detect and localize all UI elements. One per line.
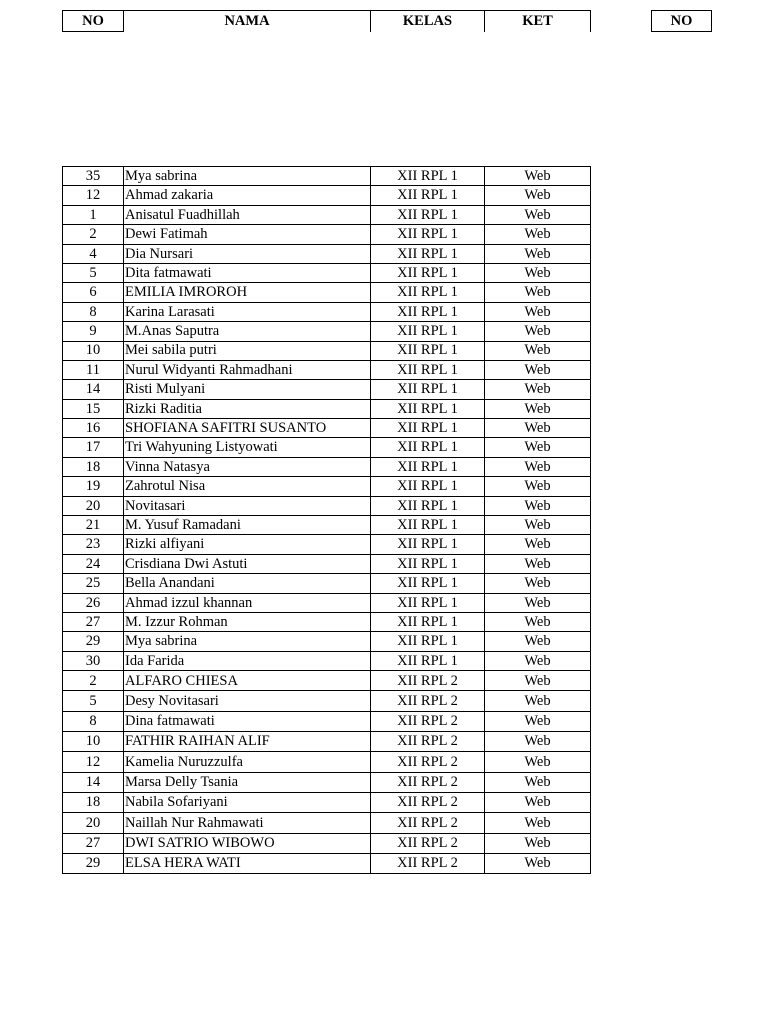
- cell-nama: Dina fatmawati: [124, 711, 371, 731]
- header-ket: KET: [485, 11, 591, 32]
- table-row: [63, 341, 591, 360]
- cell-no: 9: [63, 322, 124, 341]
- cell-nama: Naillah Nur Rahmawati: [124, 813, 371, 833]
- cell-kelas: XII RPL 2: [371, 772, 485, 792]
- cell-ket: Web: [485, 711, 591, 731]
- cell-kelas: XII RPL 1: [371, 225, 485, 244]
- cell-ket: Web: [485, 341, 591, 360]
- cell-nama: Rizki alfiyani: [124, 535, 371, 554]
- cell-kelas: XII RPL 1: [371, 535, 485, 554]
- cell-no: 8: [63, 302, 124, 321]
- table-row: [63, 612, 591, 631]
- table-row: [63, 792, 591, 812]
- cell-kelas: XII RPL 1: [371, 632, 485, 651]
- cell-nama: Mei sabila putri: [124, 341, 371, 360]
- cell-kelas: XII RPL 1: [371, 593, 485, 612]
- table-row: [63, 593, 591, 612]
- cell-ket: Web: [485, 283, 591, 302]
- cell-kelas: XII RPL 1: [371, 574, 485, 593]
- cell-no: 27: [63, 612, 124, 631]
- cell-ket: Web: [485, 186, 591, 205]
- cell-no: 18: [63, 457, 124, 476]
- cell-kelas: XII RPL 1: [371, 360, 485, 379]
- cell-no: 17: [63, 438, 124, 457]
- cell-ket: Web: [485, 752, 591, 772]
- cell-no: 18: [63, 792, 124, 812]
- cell-no: 15: [63, 399, 124, 418]
- cell-nama: ALFARO CHIESA: [124, 671, 371, 691]
- cell-kelas: XII RPL 1: [371, 263, 485, 282]
- cell-kelas: XII RPL 1: [371, 186, 485, 205]
- cell-ket: Web: [485, 477, 591, 496]
- cell-ket: Web: [485, 612, 591, 631]
- table-row: [63, 477, 591, 496]
- cell-nama: Zahrotul Nisa: [124, 477, 371, 496]
- cell-kelas: XII RPL 2: [371, 732, 485, 752]
- cell-kelas: XII RPL 1: [371, 438, 485, 457]
- cell-no: 4: [63, 244, 124, 263]
- table-row: [63, 438, 591, 457]
- cell-kelas: XII RPL 1: [371, 380, 485, 399]
- cell-kelas: XII RPL 1: [371, 167, 485, 186]
- table-row: [63, 419, 591, 438]
- cell-no: 2: [63, 671, 124, 691]
- table-row: [63, 263, 591, 282]
- cell-ket: Web: [485, 205, 591, 224]
- header-nama: NAMA: [124, 11, 371, 32]
- cell-ket: Web: [485, 671, 591, 691]
- cell-nama: Ahmad zakaria: [124, 186, 371, 205]
- cell-nama: Mya sabrina: [124, 632, 371, 651]
- header-no: NO: [63, 11, 124, 32]
- cell-no: 12: [63, 186, 124, 205]
- cell-ket: Web: [485, 399, 591, 418]
- cell-ket: Web: [485, 853, 591, 873]
- cell-ket: Web: [485, 691, 591, 711]
- table-row: [63, 516, 591, 535]
- cell-no: 12: [63, 752, 124, 772]
- table-row: [63, 225, 591, 244]
- cell-nama: FATHIR RAIHAN ALIF: [124, 732, 371, 752]
- cell-kelas: XII RPL 2: [371, 813, 485, 833]
- header-kelas: KELAS: [371, 11, 485, 32]
- cell-nama: Dita fatmawati: [124, 263, 371, 282]
- cell-ket: Web: [485, 574, 591, 593]
- cell-nama: Anisatul Fuadhillah: [124, 205, 371, 224]
- cell-nama: Dia Nursari: [124, 244, 371, 263]
- cell-nama: Marsa Delly Tsania: [124, 772, 371, 792]
- cell-no: 5: [63, 691, 124, 711]
- cell-kelas: XII RPL 2: [371, 671, 485, 691]
- cell-ket: Web: [485, 593, 591, 612]
- cell-kelas: XII RPL 2: [371, 853, 485, 873]
- cell-no: 20: [63, 813, 124, 833]
- cell-nama: Tri Wahyuning Listyowati: [124, 438, 371, 457]
- cell-nama: ELSA HERA WATI: [124, 853, 371, 873]
- cell-nama: DWI SATRIO WIBOWO: [124, 833, 371, 853]
- cell-kelas: XII RPL 1: [371, 477, 485, 496]
- cell-no: 19: [63, 477, 124, 496]
- cell-kelas: XII RPL 1: [371, 457, 485, 476]
- cell-kelas: XII RPL 1: [371, 322, 485, 341]
- cell-nama: EMILIA IMROROH: [124, 283, 371, 302]
- table-row: [63, 752, 591, 772]
- cell-no: 8: [63, 711, 124, 731]
- cell-kelas: XII RPL 1: [371, 399, 485, 418]
- table-row: [63, 691, 591, 711]
- cell-ket: Web: [485, 496, 591, 515]
- cell-nama: Bella Anandani: [124, 574, 371, 593]
- table-row: [63, 671, 591, 691]
- cell-kelas: XII RPL 1: [371, 302, 485, 321]
- cell-kelas: XII RPL 1: [371, 244, 485, 263]
- cell-nama: SHOFIANA SAFITRI SUSANTO: [124, 419, 371, 438]
- cell-ket: Web: [485, 438, 591, 457]
- cell-kelas: XII RPL 2: [371, 711, 485, 731]
- table-row: [63, 772, 591, 792]
- cell-ket: Web: [485, 833, 591, 853]
- table-row: [63, 244, 591, 263]
- cell-ket: Web: [485, 732, 591, 752]
- cell-kelas: XII RPL 2: [371, 833, 485, 853]
- cell-kelas: XII RPL 1: [371, 341, 485, 360]
- cell-nama: M.Anas Saputra: [124, 322, 371, 341]
- cell-nama: Crisdiana Dwi Astuti: [124, 554, 371, 573]
- table-row: [63, 554, 591, 573]
- cell-ket: Web: [485, 651, 591, 670]
- cell-kelas: XII RPL 1: [371, 419, 485, 438]
- cell-no: 29: [63, 632, 124, 651]
- cell-no: 24: [63, 554, 124, 573]
- cell-nama: Ida Farida: [124, 651, 371, 670]
- cell-kelas: XII RPL 1: [371, 496, 485, 515]
- cell-nama: Novitasari: [124, 496, 371, 515]
- table-row: [63, 302, 591, 321]
- cell-nama: M. Yusuf Ramadani: [124, 516, 371, 535]
- cell-kelas: XII RPL 1: [371, 205, 485, 224]
- cell-nama: Nabila Sofariyani: [124, 792, 371, 812]
- student-table: [62, 166, 591, 874]
- cell-nama: Desy Novitasari: [124, 691, 371, 711]
- cell-no: 25: [63, 574, 124, 593]
- cell-nama: Nurul Widyanti Rahmadhani: [124, 360, 371, 379]
- cell-ket: Web: [485, 380, 591, 399]
- cell-no: 21: [63, 516, 124, 535]
- cell-no: 26: [63, 593, 124, 612]
- cell-ket: Web: [485, 360, 591, 379]
- cell-no: 10: [63, 732, 124, 752]
- table-row: [63, 496, 591, 515]
- cell-kelas: XII RPL 1: [371, 651, 485, 670]
- cell-nama: Rizki Raditia: [124, 399, 371, 418]
- cell-no: 16: [63, 419, 124, 438]
- cell-kelas: XII RPL 2: [371, 752, 485, 772]
- cell-no: 27: [63, 833, 124, 853]
- header-table-right: [651, 10, 712, 32]
- table-row: [63, 322, 591, 341]
- cell-nama: M. Izzur Rohman: [124, 612, 371, 631]
- cell-ket: Web: [485, 244, 591, 263]
- cell-no: 30: [63, 651, 124, 670]
- cell-no: 14: [63, 380, 124, 399]
- cell-ket: Web: [485, 813, 591, 833]
- table-row: [63, 651, 591, 670]
- cell-no: 29: [63, 853, 124, 873]
- cell-kelas: XII RPL 2: [371, 691, 485, 711]
- header-row: [63, 11, 591, 32]
- cell-kelas: XII RPL 1: [371, 612, 485, 631]
- cell-no: 35: [63, 167, 124, 186]
- table-row: [63, 186, 591, 205]
- cell-ket: Web: [485, 772, 591, 792]
- cell-no: 23: [63, 535, 124, 554]
- cell-kelas: XII RPL 1: [371, 516, 485, 535]
- table-row: [63, 399, 591, 418]
- cell-kelas: XII RPL 2: [371, 792, 485, 812]
- header-no-right: NO: [652, 11, 712, 32]
- cell-no: 20: [63, 496, 124, 515]
- student-table-body: [63, 167, 591, 874]
- cell-no: 5: [63, 263, 124, 282]
- table-row: [63, 833, 591, 853]
- cell-kelas: XII RPL 1: [371, 554, 485, 573]
- cell-kelas: XII RPL 1: [371, 283, 485, 302]
- table-row: [63, 535, 591, 554]
- cell-no: 2: [63, 225, 124, 244]
- table-row: [63, 283, 591, 302]
- cell-ket: Web: [485, 263, 591, 282]
- cell-no: 14: [63, 772, 124, 792]
- cell-ket: Web: [485, 225, 591, 244]
- table-row: [63, 457, 591, 476]
- header-table: [62, 10, 591, 32]
- table-row: [63, 574, 591, 593]
- cell-ket: Web: [485, 302, 591, 321]
- cell-ket: Web: [485, 554, 591, 573]
- cell-no: 6: [63, 283, 124, 302]
- table-row: [63, 360, 591, 379]
- cell-ket: Web: [485, 792, 591, 812]
- cell-ket: Web: [485, 457, 591, 476]
- table-row: [63, 853, 591, 873]
- cell-ket: Web: [485, 167, 591, 186]
- cell-nama: Mya sabrina: [124, 167, 371, 186]
- cell-nama: Dewi Fatimah: [124, 225, 371, 244]
- cell-ket: Web: [485, 322, 591, 341]
- cell-nama: Karina Larasati: [124, 302, 371, 321]
- cell-nama: Vinna Natasya: [124, 457, 371, 476]
- table-row: [63, 380, 591, 399]
- cell-nama: Ahmad izzul khannan: [124, 593, 371, 612]
- cell-nama: Risti Mulyani: [124, 380, 371, 399]
- cell-no: 11: [63, 360, 124, 379]
- cell-ket: Web: [485, 632, 591, 651]
- table-row: [63, 813, 591, 833]
- table-row: [63, 732, 591, 752]
- table-row: [63, 167, 591, 186]
- cell-ket: Web: [485, 535, 591, 554]
- header-row-right: [652, 11, 712, 32]
- cell-nama: Kamelia Nuruzzulfa: [124, 752, 371, 772]
- cell-ket: Web: [485, 419, 591, 438]
- cell-ket: Web: [485, 516, 591, 535]
- table-row: [63, 711, 591, 731]
- table-row: [63, 632, 591, 651]
- table-row: [63, 205, 591, 224]
- cell-no: 10: [63, 341, 124, 360]
- cell-no: 1: [63, 205, 124, 224]
